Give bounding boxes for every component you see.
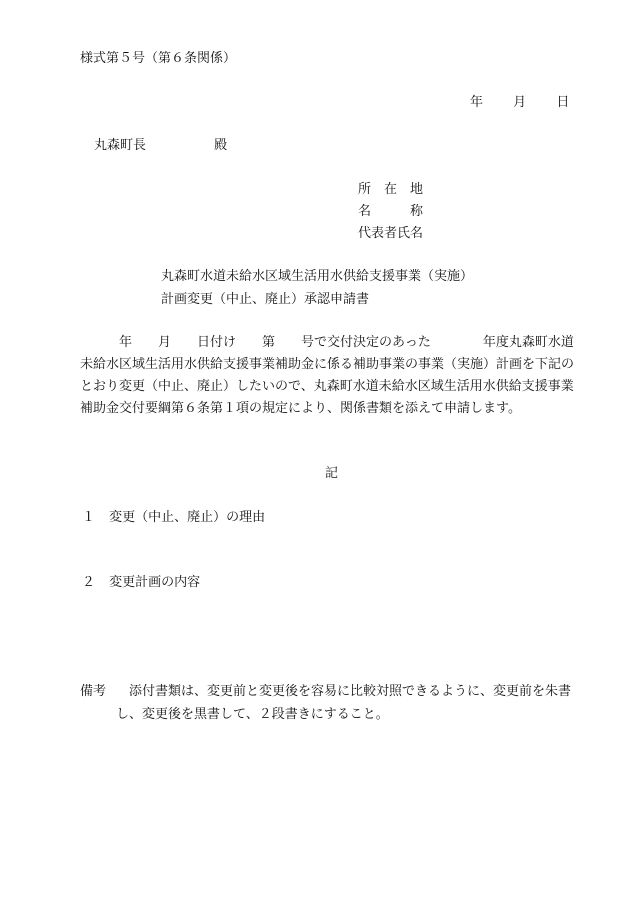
date-month: 月 [513, 95, 527, 110]
item-2 [82, 576, 200, 589]
item-number: １ [82, 510, 96, 525]
item-1 [82, 511, 265, 524]
item-number: ２ [82, 575, 96, 590]
date-line [470, 96, 569, 109]
applicant-address-label: 所 在 地 [358, 182, 424, 197]
applicant-representative-label: 代表者氏名 [358, 226, 424, 241]
body-line-1: 年 月 日付け 第 号で交付決定のあった 年度丸森町水道 [80, 335, 574, 350]
body-line-4: 補助金交付要綱第６条第１項の規定により、関係書類を添えて申請します。 [80, 401, 521, 416]
date-year: 年 [470, 95, 484, 110]
remarks-line-1: 添付書類は、変更前と変更後を容易に比較対照できるように、変更前を朱書 [129, 684, 572, 699]
ki-heading: 記 [325, 466, 339, 481]
body-line-3: とおり変更（中止、廃止）したいので、丸森町水道未給水区域生活用水供給支援事業 [80, 379, 574, 394]
applicant-name-label: 名 称 [358, 204, 424, 219]
document-title-line-1: 丸森町水道未給水区域生活用水供給支援事業（実施） [161, 269, 474, 284]
date-day: 日 [556, 95, 570, 110]
document-title-line-2: 計画変更（中止、廃止）承認申請書 [161, 292, 370, 307]
remarks-line-2: し、変更後を黒書して、２段書きにすること。 [116, 707, 389, 722]
item-text: 変更計画の内容 [109, 575, 201, 590]
remarks-label: 備考 [80, 684, 107, 699]
item-text: 変更（中止、廃止）の理由 [109, 510, 266, 525]
addressee [94, 139, 227, 152]
addressee-honorific: 殿 [214, 138, 228, 153]
addressee-title: 丸森町長 [94, 138, 147, 153]
form-number-header: 様式第５号（第６条関係） [80, 51, 237, 66]
body-line-2: 未給水区域生活用水供給支援事業補助金に係る補助事業の事業（実施）計画を下記の [80, 357, 575, 372]
